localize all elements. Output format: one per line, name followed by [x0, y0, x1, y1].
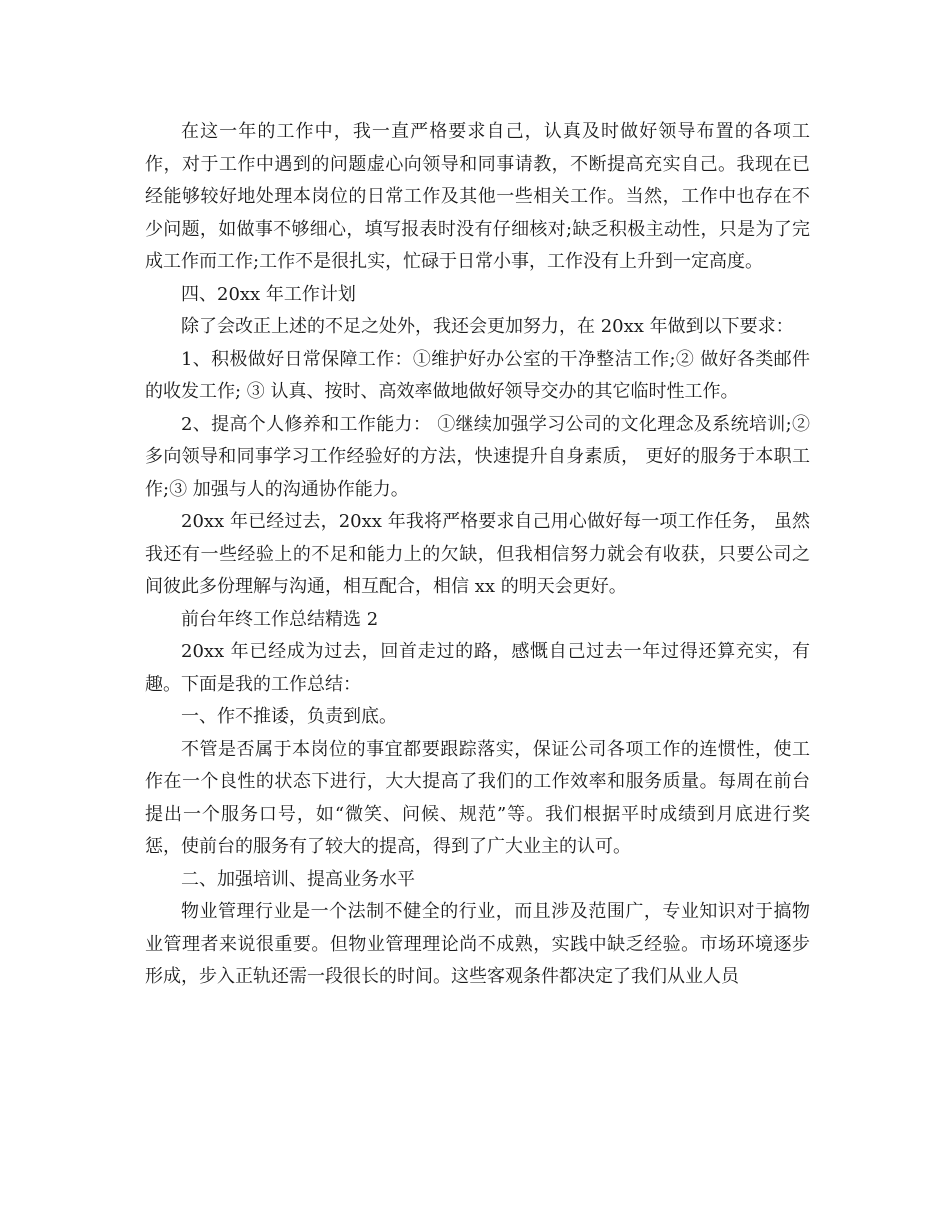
heading-section-1: 一、作不推诿，负责到底。 [181, 706, 397, 727]
heading-summary-2: 前台年终工作总结精选 2 [181, 608, 379, 630]
heading-section-2: 二、加强培训、提高业务水平 [181, 868, 415, 890]
paragraph-plan-item-1: 1、积极做好日常保障工作：①维护好办公室的干净整洁工作;② 做好各类邮件的收发工作; ③ 认真、按时、高效率做地做好领导交办的其它临时性工作。 [145, 348, 810, 402]
paragraph-closing: 20xx 年已经过去，20xx 年我将严格要求自己用心做好每一项工作任务， 虽然我还有一些经验上的不足和能力上的欠缺，但我相信努力就会有收获，只要公司之间彼此多份理解与沟通，相互配合，相信 xx 的明天会更好。 [145, 511, 810, 597]
paragraph-plan-item-2: 2、提高个人修养和工作能力： ①继续加强学习公司的文化理念及系统培训;② 多向领导和同事学习工作经验好的方法，快速提升自身素质， 更好的服务于本职工作;③ 加强与人的沟通协作能力。 [145, 413, 810, 500]
paragraph-plan-intro: 除了会改正上述的不足之处外，我还会更加努力，在 20xx 年做到以下要求： [181, 316, 794, 337]
paragraph-section-1: 不管是否属于本岗位的事宜都要跟踪落实，保证公司各项工作的连惯性，使工作在一个良性的状态下进行，大大提高了我们的工作效率和服务质量。每周在前台提出一个服务口号，如“微笑、问候、规范”等。我们根据平时成绩到月底进行奖惩，使前台的服务有了较大的提高，得到了广大业主的认可。 [145, 738, 810, 857]
document-body [145, 116, 810, 994]
paragraph-self-review: 在这一年的工作中，我一直严格要求自己，认真及时做好领导布置的各项工作，对于工作中遇到的问题虚心向领导和同事请教，不断提高充实自己。我现在已经能够较好地处理本岗位的日常工作及其他一些相关工作。当然，工作中也存在不少问题，如做事不够细心，填写报表时没有仔细核对;缺乏积极主动性，只是为了完成工作而工作;工作不是很扎实，忙碌于日常小事，工作没有上升到一定高度。 [145, 121, 810, 272]
paragraph-summary-intro: 20xx 年已经成为过去，回首走过的路，感慨自己过去一年过得还算充实，有趣。下面是我的工作总结： [145, 641, 810, 695]
heading-work-plan: 四、20xx 年工作计划 [181, 283, 356, 305]
paragraph-section-2: 物业管理行业是一个法制不健全的行业，而且涉及范围广，专业知识对于搞物业管理者来说很重要。但物业管理理论尚不成熟，实践中缺乏经验。市场环境逐步形成，步入正轨还需一段很长的时间。这些客观条件都决定了我们从业人员 [145, 901, 810, 987]
